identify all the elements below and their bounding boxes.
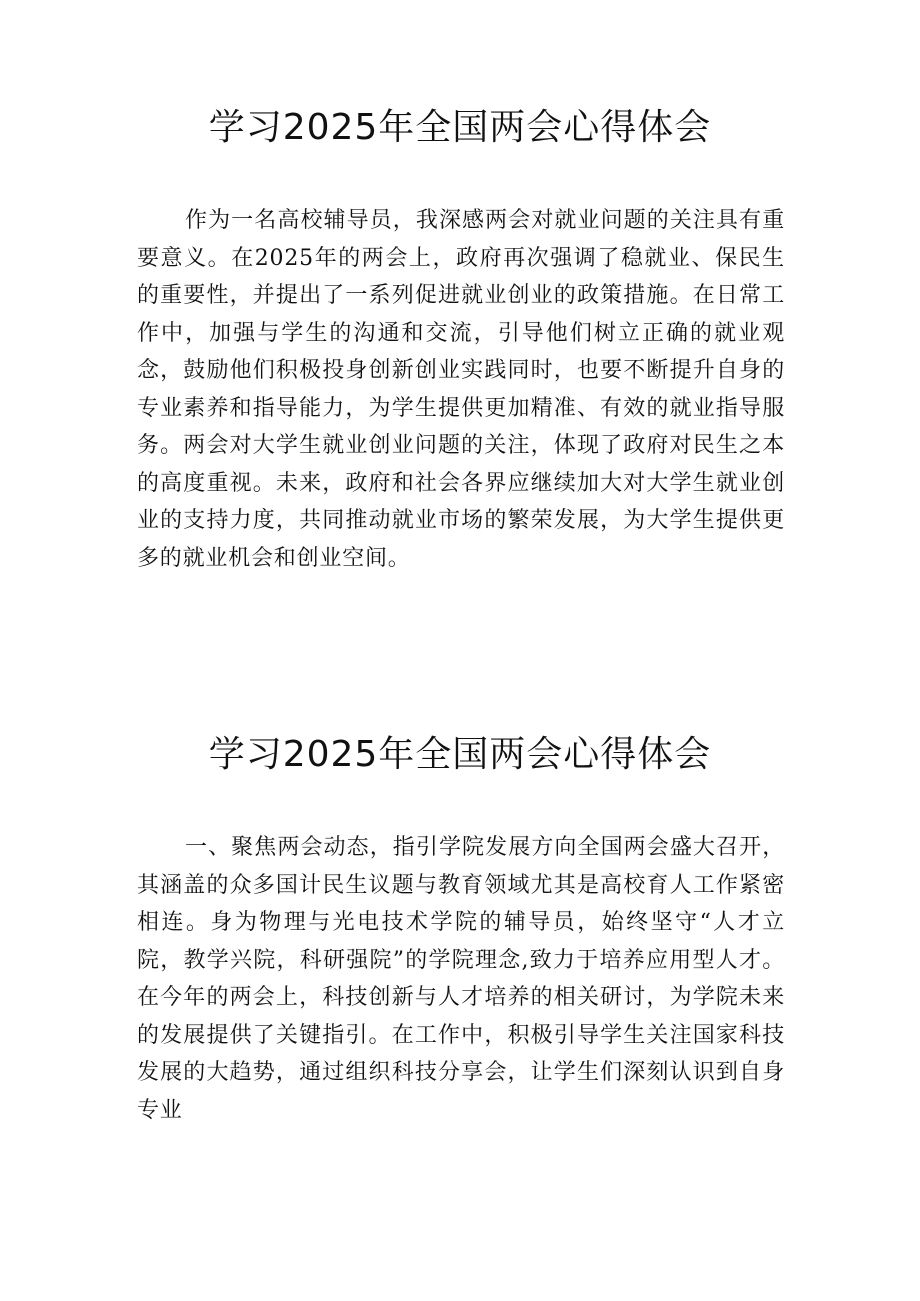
document-title: 学习2025年全国两会心得体会 [208, 107, 712, 148]
document-title: 学习2025年全国两会心得体会 [208, 734, 712, 775]
body-paragraph: 作为一名高校辅导员，我深感两会对就业问题的关注具有重要意义。在2025年的两会上，政府再次强调了稳就业、保民生的重要性，并提出了一系列促进就业创业的政策措施。在日常工作中，加强与学生的沟通和交流，引导他们树立正确的就业观念，鼓励他们积极投身创新创业实践同时，也要不断提升自身的专业素养和指导能力，为学生提供更加精准、有效的就业指导服务。两会对大学生就业创业问题的关注，体现了政府对民生之本的高度重视。未来，政府和社会各界应继续加大对大学生就业创业的支持力度，共同推动就业市场的繁荣发展，为大学生提供更多的就业机会和创业空间。 [137, 208, 785, 571]
body-paragraph: 一、聚焦两会动态，指引学院发展方向全国两会盛大召开，其涵盖的众多国计民生议题与教育领域尤其是高校育人工作紧密相连。身为物理与光电技术学院的辅导员，始终坚守“人才立院，教学兴院，科研强院”的学院理念,致力于培养应用型人才。在今年的两会上，科技创新与人才培养的相关研讨，为学院未来的发展提供了关键指引。在工作中，积极引导学生关注国家科技发展的大趋势，通过组织科技分享会，让学生们深刻认识到自身专业 [137, 835, 785, 1123]
